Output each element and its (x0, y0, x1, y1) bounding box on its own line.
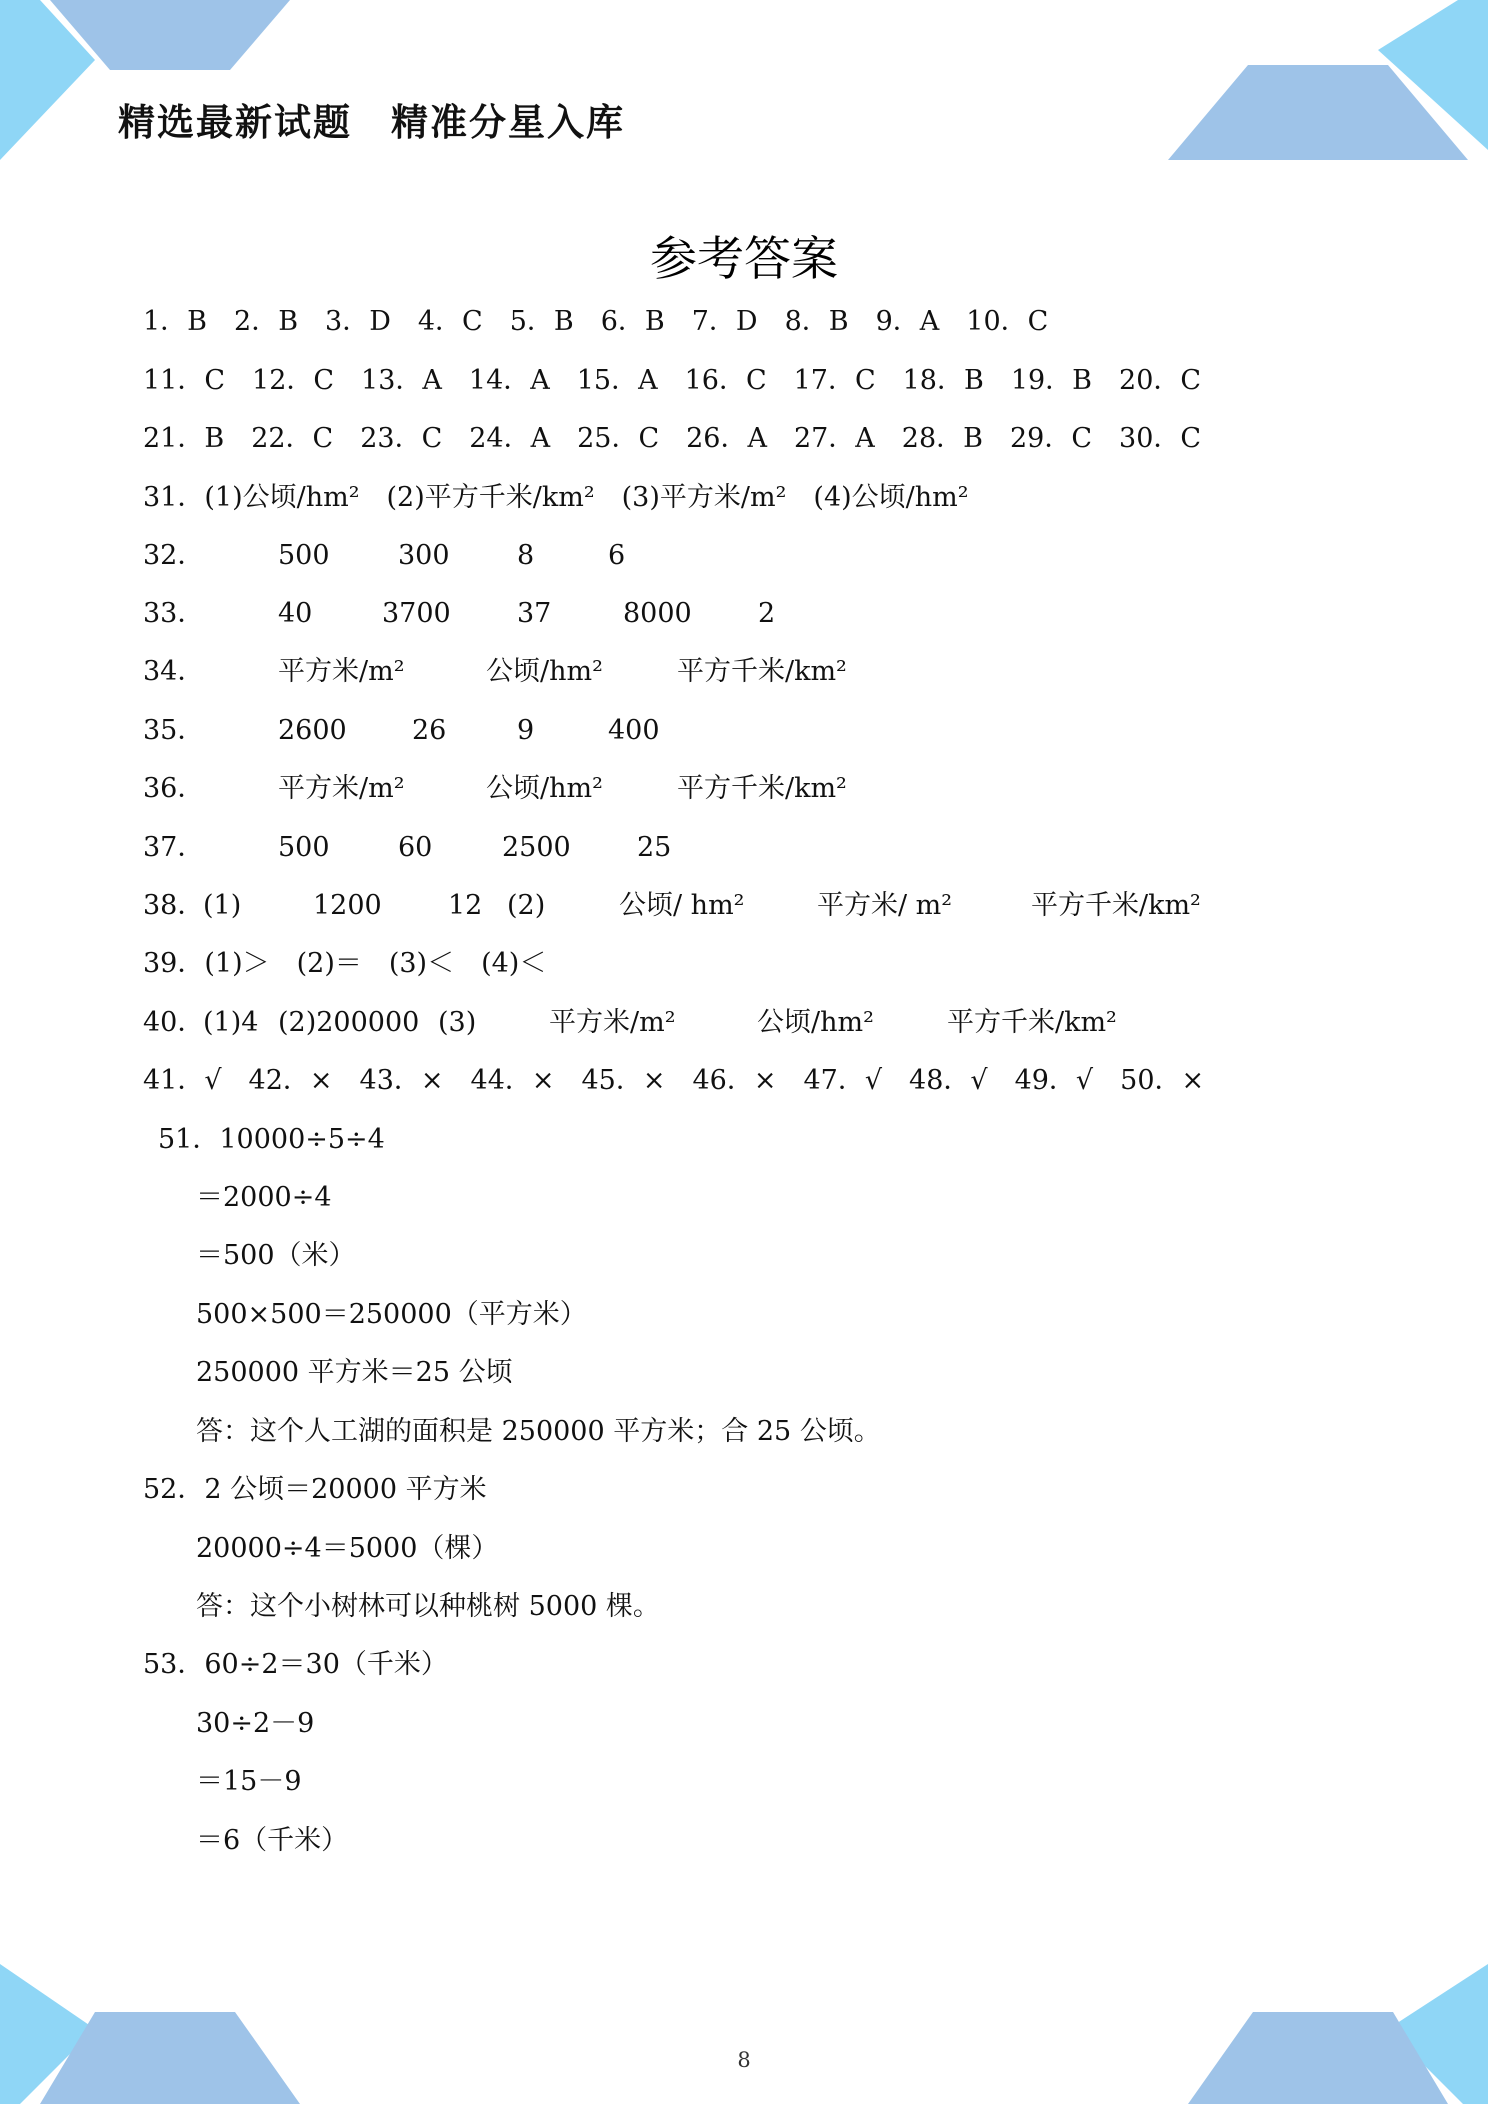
answer-value: 500 (278, 832, 330, 863)
answer-value: 平方米/m² (549, 1007, 676, 1038)
answer-value: 40 (278, 598, 313, 629)
question-number: 32． (143, 540, 205, 571)
answer-value: 平方米/m² (278, 656, 405, 687)
answer-value: 平方米/ m² (817, 890, 953, 921)
choice-answers-1-10: 1．B 2．B 3．D 4．C 5．B 6．B 7．D 8．B 9．A 10．C (143, 306, 1049, 337)
answer-51-step: 500×500＝250000（平方米） (196, 1299, 587, 1330)
answer-51-step: 250000 平方米＝25 公顷 (196, 1357, 513, 1388)
answer-value: 37 (517, 598, 552, 629)
bottom-left-decoration (0, 1934, 320, 2104)
question-number: 40． (143, 1007, 205, 1038)
answer-51-conclusion: 答：这个人工湖的面积是 250000 平方米；合 25 公顷。 (196, 1416, 881, 1447)
answer-38 (0, 892, 1488, 922)
question-number: 36． (143, 773, 205, 804)
answer-31: 31．(1)公顷/hm² (2)平方千米/km² (3)平方米/m² (4)公顷/hm² (143, 482, 969, 513)
judge-answers-41-50: 41．√ 42．× 43．× 44．× 45．× 46．× 47．√ 48．√ 49．√ 50．× (143, 1065, 1205, 1096)
answer-value: 平方千米/km² (1031, 890, 1201, 921)
question-number: 34． (143, 656, 205, 687)
answer-53-head: 53．60÷2＝30（千米） (143, 1649, 448, 1680)
answer-value: (1)4 (203, 1007, 259, 1038)
answer-value: 公顷/hm² (486, 773, 603, 804)
choice-answers-11-20: 11．C 12．C 13．A 14．A 15．A 16．C 17．C 18．B 19．B 20．C (143, 365, 1202, 396)
answer-value: 平方米/m² (278, 773, 405, 804)
answer-53-step: ＝15－9 (196, 1766, 302, 1797)
answer-value: 1200 (313, 890, 382, 921)
answer-value: 平方千米/km² (677, 773, 847, 804)
answer-33 (0, 600, 1488, 630)
choice-answers-21-30: 21．B 22．C 23．C 24．A 25．C 26．A 27．A 28．B 29．C 30．C (143, 423, 1202, 454)
answer-value: (3) (438, 1007, 477, 1038)
question-number: 38． (143, 890, 205, 921)
answer-value: 3700 (382, 598, 451, 629)
header-slogan: 精选最新试题 精准分星入库 (118, 101, 625, 144)
answer-52-step: 20000÷4＝5000（棵） (196, 1533, 499, 1564)
question-number: 35． (143, 715, 205, 746)
answer-value: 400 (608, 715, 660, 746)
top-right-decoration (1168, 0, 1488, 170)
answer-51-step: ＝500（米） (196, 1240, 356, 1271)
answer-value: 500 (278, 540, 330, 571)
answer-37 (0, 834, 1488, 864)
page-number: 8 (737, 2048, 751, 2072)
answer-53-step: 30÷2－9 (196, 1708, 315, 1739)
answer-value: 25 (637, 832, 672, 863)
answer-value: 2500 (502, 832, 571, 863)
answer-value: 2600 (278, 715, 347, 746)
answer-value: (1) (203, 890, 242, 921)
answer-value: (2) (507, 890, 546, 921)
question-number: 33． (143, 598, 205, 629)
answer-value: 6 (608, 540, 626, 571)
answer-value: 300 (398, 540, 450, 571)
answer-value: 公顷/hm² (757, 1007, 874, 1038)
answer-value: 平方千米/km² (677, 656, 847, 687)
answer-52-conclusion: 答：这个小树林可以种桃树 5000 棵。 (196, 1591, 660, 1622)
answer-36 (0, 775, 1488, 805)
answer-40 (0, 1009, 1488, 1039)
answer-value: 公顷/hm² (486, 656, 603, 687)
answer-value: 12 (448, 890, 483, 921)
bottom-right-decoration (1168, 1934, 1488, 2104)
answer-51-head: 51．10000÷5÷4 (158, 1124, 385, 1155)
answer-51-step: ＝2000÷4 (196, 1182, 332, 1213)
answer-value: 26 (412, 715, 447, 746)
answer-value: 8 (517, 540, 535, 571)
answer-32 (0, 542, 1488, 572)
answer-value: 9 (517, 715, 535, 746)
answer-value: 公顷/ hm² (619, 890, 745, 921)
answer-52-head: 52．2 公顷＝20000 平方米 (143, 1474, 487, 1505)
answer-value: 60 (398, 832, 433, 863)
answer-value: 2 (758, 598, 776, 629)
answer-value: 8000 (623, 598, 692, 629)
page-title: 参考答案 (650, 232, 838, 287)
answer-value: 平方千米/km² (947, 1007, 1117, 1038)
answer-34 (0, 658, 1488, 688)
answer-39: 39．(1)＞ (2)＝ (3)＜ (4)＜ (143, 948, 547, 979)
answer-value: (2)200000 (278, 1007, 420, 1038)
answer-53-step: ＝6（千米） (196, 1825, 349, 1856)
answer-35 (0, 717, 1488, 747)
question-number: 37． (143, 832, 205, 863)
